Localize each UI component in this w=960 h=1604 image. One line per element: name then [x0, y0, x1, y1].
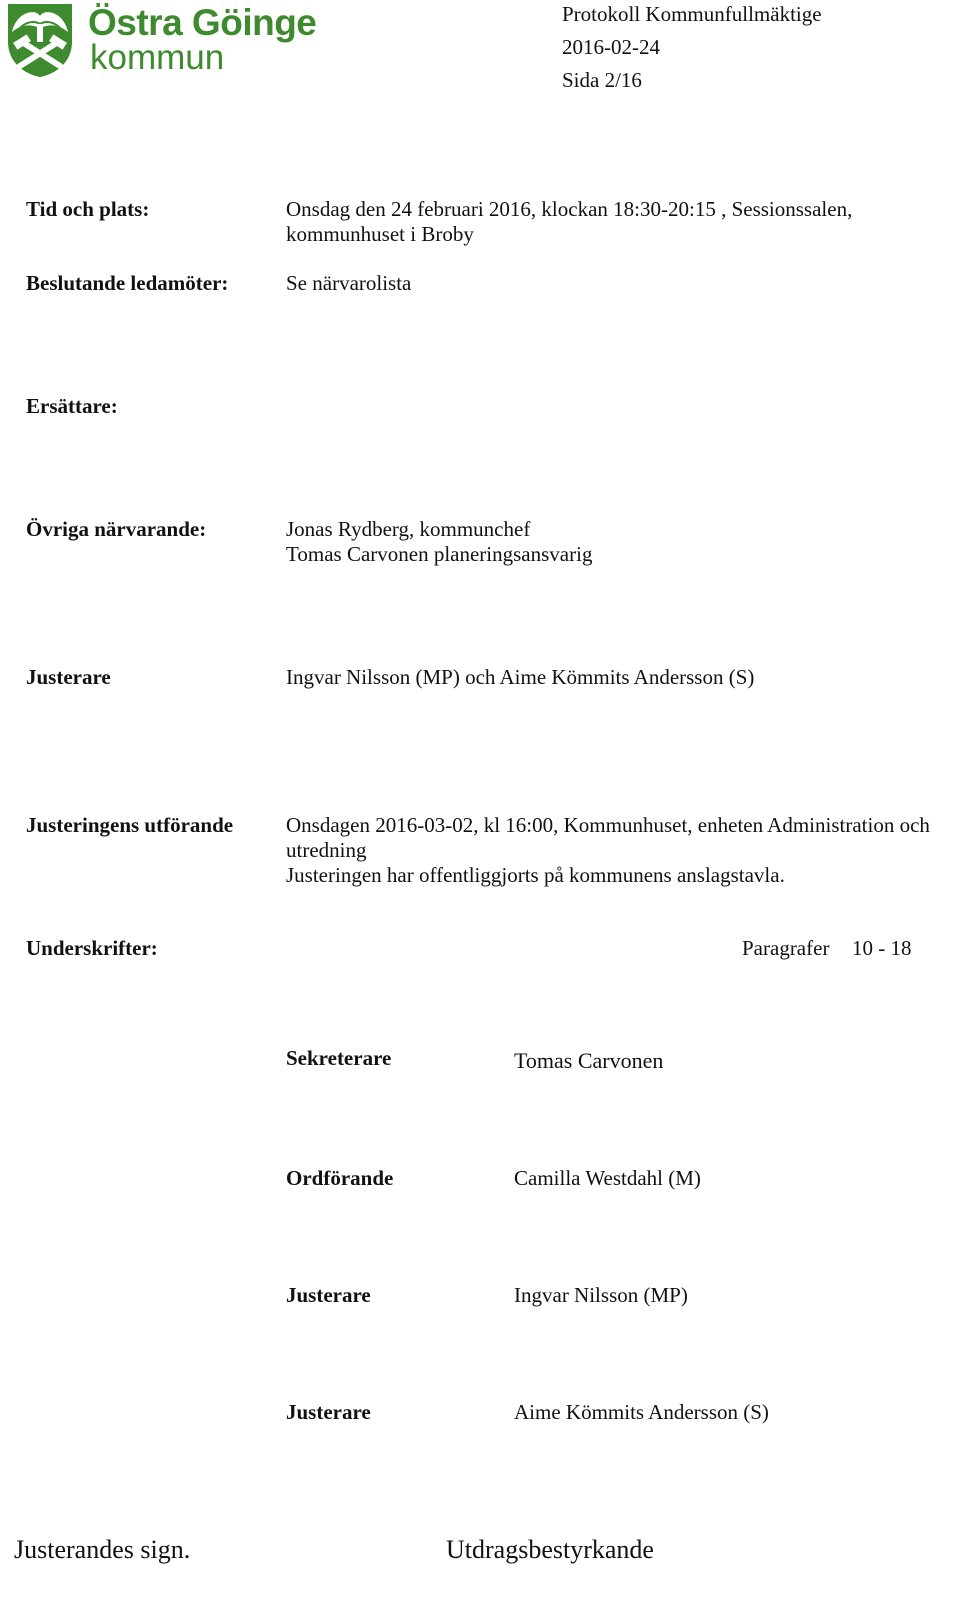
municipality-shield-icon [6, 2, 74, 78]
adjustment-line1: Onsdagen 2016-03-02, kl 16:00, Kommunhuset, enheten Administration och [286, 813, 930, 837]
logo-name-line1: Östra Göinge [88, 2, 317, 43]
others-present-label: Övriga närvarande: [26, 517, 207, 541]
footer-extract-certification: Utdragsbestyrkande [446, 1535, 654, 1564]
paragraphs-label: Paragrafer [742, 936, 830, 960]
time-place-line1: Onsdag den 24 februari 2016, klockan 18:30-20:15 , Sessionssalen, [286, 197, 853, 221]
signature-role-adjuster-1: Justerare [286, 1283, 371, 1307]
signature-role-adjuster-2: Justerare [286, 1400, 371, 1424]
signature-name-secretary: Tomas Carvonen [514, 1048, 664, 1073]
adjusters-value: Ingvar Nilsson (MP) och Aime Kömmits Andersson (S) [286, 665, 755, 689]
municipality-logo [6, 2, 317, 82]
document-title: Protokoll Kommunfullmäktige [562, 2, 822, 26]
document-date: 2016-02-24 [562, 35, 660, 59]
signature-role-chair: Ordförande [286, 1166, 394, 1190]
adjustment-line3: Justeringen har offentliggjorts på kommunens anslagstavla. [286, 863, 785, 887]
signature-name-adjuster-1: Ingvar Nilsson (MP) [514, 1283, 688, 1307]
adjusters-label: Justerare [26, 665, 111, 689]
signatures-label: Underskrifter: [26, 936, 158, 960]
signature-name-adjuster-2: Aime Kömmits Andersson (S) [514, 1400, 769, 1424]
time-place-label: Tid och plats: [26, 197, 150, 221]
others-present-line2: Tomas Carvonen planeringsansvarig [286, 542, 593, 566]
substitutes-label: Ersättare: [26, 394, 118, 418]
logo-name-line2: kommun [90, 38, 225, 77]
voting-members-label: Beslutande ledamöter: [26, 271, 229, 295]
page-number: Sida 2/16 [562, 68, 642, 92]
signature-name-chair: Camilla Westdahl (M) [514, 1166, 701, 1190]
voting-members-value: Se närvarolista [286, 271, 412, 295]
adjustment-label: Justeringens utförande [26, 813, 234, 837]
signature-role-secretary: Sekreterare [286, 1046, 392, 1070]
others-present-line1: Jonas Rydberg, kommunchef [286, 517, 531, 541]
adjustment-line2: utredning [286, 838, 367, 862]
time-place-line2: kommunhuset i Broby [286, 222, 474, 246]
paragraphs-value: 10 - 18 [852, 936, 912, 960]
footer-adjusters-sign: Justerandes sign. [14, 1535, 191, 1564]
